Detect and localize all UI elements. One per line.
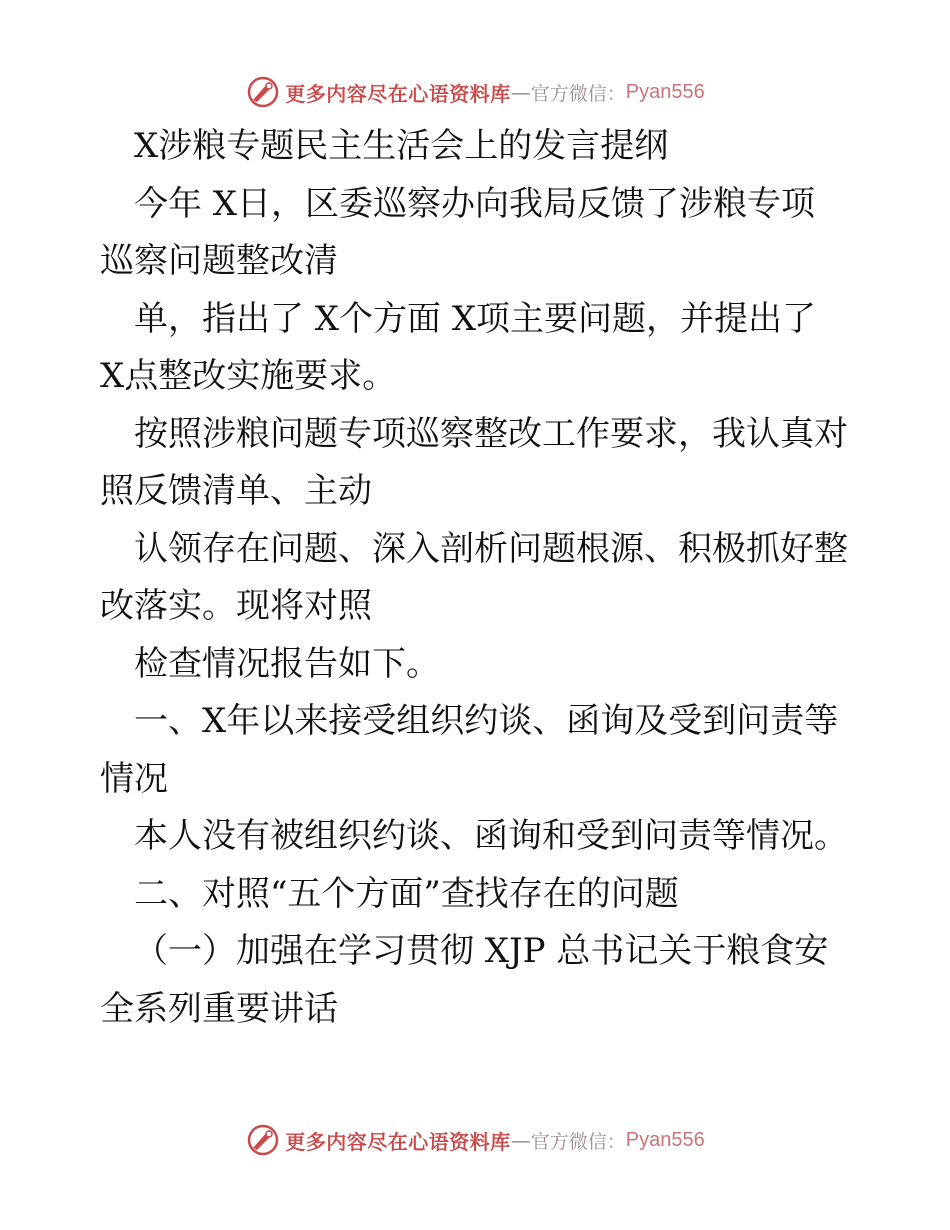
section-heading-line: 情况 [100, 758, 168, 799]
pen-swirl-logo-icon [245, 74, 281, 110]
document-title: X涉粮专题民主生活会上的发言提纲 [134, 126, 669, 166]
paragraph-line: 按照涉粮问题专项巡察整改工作要求，我认真对 [134, 413, 848, 454]
paragraph-line: 巡察问题整改清 [100, 241, 338, 281]
paragraph-line: 本人没有被组织约谈、函询和受到问责等情况。 [134, 816, 848, 856]
header-watermark [0, 72, 950, 112]
section-heading-line: 二、对照“五个方面”查找存在的问题 [134, 873, 679, 914]
paragraph-line: 认领存在问题、深入剖析问题根源、积极抓好整 [134, 528, 848, 569]
paragraph-line: 今年 X日，区委巡察办向我局反馈了涉粮专项 [134, 183, 816, 224]
pen-swirl-logo-icon [245, 1122, 281, 1158]
watermark-text: 更多内容尽在心语资料库 [285, 1129, 511, 1154]
watermark-separator: — [510, 80, 531, 104]
section-heading-line: 一、X年以来接受组织约谈、函询及受到问责等 [134, 701, 839, 741]
subsection-heading-line: 全系列重要讲话 [100, 988, 338, 1029]
paragraph-line: 改落实。现将对照 [100, 586, 372, 626]
watermark-wechat-id: Pyan556 [625, 80, 705, 103]
paragraph-line: X点整改实施要求。 [100, 356, 397, 396]
watermark-wechat-label: 官方微信： [530, 1130, 626, 1153]
watermark-text: 更多内容尽在心语资料库 [285, 81, 511, 106]
paragraph-line: 单，指出了 X个方面 X项主要问题，并提出了 [134, 298, 817, 339]
subsection-heading-line: （一）加强在学习贯彻 XJP 总书记关于粮食安 [134, 931, 829, 971]
paragraph-line: 照反馈清单、主动 [100, 471, 372, 511]
document-body [100, 118, 860, 1038]
paragraph-line: 检查情况报告如下。 [134, 643, 440, 684]
watermark-wechat-label: 官方微信： [530, 82, 626, 105]
watermark-separator: — [510, 1128, 531, 1152]
watermark-wechat-id: Pyan556 [625, 1128, 705, 1151]
footer-watermark [0, 1120, 950, 1160]
